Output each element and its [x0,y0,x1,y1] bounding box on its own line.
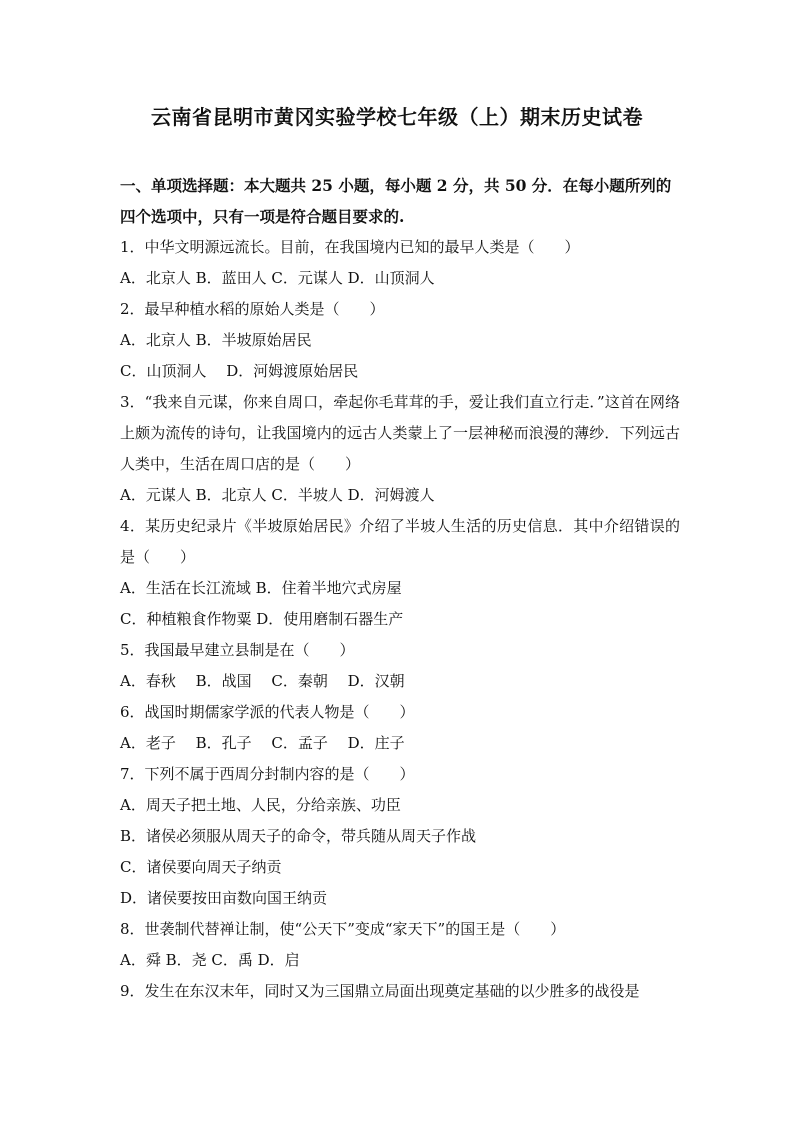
question-list [120,232,680,1007]
question-option: A．老子 B．孔子 C．孟子 D．庄子 [120,734,405,752]
question-option: D．诸侯要按田亩数向国王纳贡 [120,889,328,907]
question-option: A．元谋人 B．北京人 C．半坡人 D．河姆渡人 [120,486,435,504]
section-heading: 一、单项选择题：本大题共 25 小题，每小题 2 分，共 50 分．在每小题所列的四个选项中，只有一项是符合题目要求的. [120,176,672,226]
question-stem: 8．世袭制代替禅让制，使“公天下”变成“家天下”的国王是（ ） [120,920,566,938]
question-option: A．春秋 B．战国 C．秦朝 D．汉朝 [120,672,405,690]
question-stem: 1．中华文明源远流长。目前，在我国境内已知的最早人类是（ ） [120,238,580,256]
question-stem: 7．下列不属于西周分封制内容的是（ ） [120,765,415,783]
question-option: C．种植粮食作物粟 D．使用磨制石器生产 [120,610,404,628]
question-stem: 2．最早种植水稻的原始人类是（ ） [120,300,385,318]
question-option: A．北京人 B．蓝田人 C．元谋人 D．山顶洞人 [120,269,435,287]
question-stem: 6．战国时期儒家学派的代表人物是（ ） [120,703,415,721]
question-option: A．周天子把土地、人民，分给亲族、功臣 [120,796,401,814]
question-option: A．舜 B．尧 C．禹 D．启 [120,951,300,969]
question-stem: 9．发生在东汉末年，同时又为三国鼎立局面出现奠定基础的以少胜多的战役是 [120,982,640,1000]
question-stem: 3．“我来自元谋，你来自周口，牵起你毛茸茸的手，爱让我们直立行走．”这首在网络上颇为流传的诗句，让我国境内的远古人类蒙上了一层神秘而浪漫的薄纱．下列远古人类中，生活在周口店的是（ ） [120,393,680,473]
question-stem: 4．某历史纪录片《半坡原始居民》介绍了半坡人生活的历史信息．其中介绍错误的是（ ） [120,517,680,566]
question-option: A．生活在长江流域 B．住着半地穴式房屋 [120,579,402,597]
question-option: A．北京人 B．半坡原始居民 [120,331,312,349]
exam-title: 云南省昆明市黄冈实验学校七年级（上）期末历史试卷 [151,105,643,129]
question-stem: 5．我国最早建立县制是在（ ） [120,641,355,659]
question-option: C．诸侯要向周天子纳贡 [120,858,282,876]
question-option: C．山顶洞人 D．河姆渡原始居民 [120,362,359,380]
question-option: B．诸侯必须服从周天子的命令，带兵随从周天子作战 [120,827,477,845]
